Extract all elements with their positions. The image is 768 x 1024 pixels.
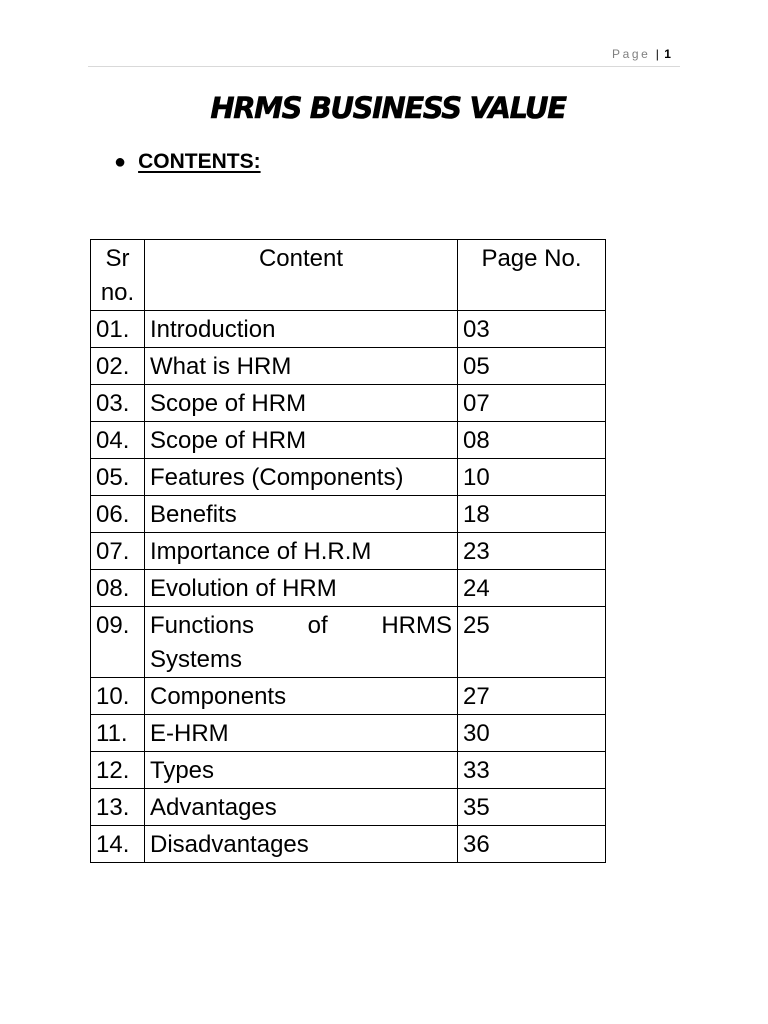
- row-sr-no: 05.: [91, 459, 145, 496]
- row-page-no: 10: [458, 459, 606, 496]
- row-page-no: 05: [458, 348, 606, 385]
- row-sr-no: 09.: [91, 607, 145, 678]
- table-row: [91, 496, 606, 533]
- row-content: What is HRM: [145, 348, 458, 385]
- table-row: [91, 607, 606, 678]
- row-sr-no: 14.: [91, 826, 145, 863]
- row-content: Components: [145, 678, 458, 715]
- header-content: Content: [145, 240, 458, 311]
- table-row: [91, 348, 606, 385]
- row-sr-no: 07.: [91, 533, 145, 570]
- row-sr-no: 08.: [91, 570, 145, 607]
- table-body: [91, 311, 606, 863]
- row-page-no: 08: [458, 422, 606, 459]
- row-sr-no: 13.: [91, 789, 145, 826]
- row-page-no: 24: [458, 570, 606, 607]
- row-sr-no: 12.: [91, 752, 145, 789]
- row-page-no: 36: [458, 826, 606, 863]
- row-page-no: 03: [458, 311, 606, 348]
- page-header: [612, 47, 671, 61]
- row-content: Scope of HRM: [145, 422, 458, 459]
- row-content: Features (Components): [145, 459, 458, 496]
- row-content: Types: [145, 752, 458, 789]
- row-page-no: 35: [458, 789, 606, 826]
- table-row: [91, 570, 606, 607]
- table-row: [91, 311, 606, 348]
- row-sr-no: 03.: [91, 385, 145, 422]
- table-row: [91, 678, 606, 715]
- table-row: [91, 422, 606, 459]
- row-sr-no: 11.: [91, 715, 145, 752]
- table-header-row: [91, 240, 606, 311]
- row-page-no: 33: [458, 752, 606, 789]
- table-row: [91, 789, 606, 826]
- row-sr-no: 04.: [91, 422, 145, 459]
- header-page-no: Page No.: [458, 240, 606, 311]
- row-content: Evolution of HRM: [145, 570, 458, 607]
- page-label: Page: [612, 47, 651, 61]
- row-content: E-HRM: [145, 715, 458, 752]
- page-number: 1: [664, 47, 671, 61]
- header-divider: [88, 66, 680, 67]
- bullet-icon: ●: [114, 150, 127, 173]
- row-page-no: 23: [458, 533, 606, 570]
- table-row: [91, 385, 606, 422]
- row-content: Functions of HRMS Systems: [145, 607, 458, 678]
- row-sr-no: 10.: [91, 678, 145, 715]
- row-sr-no: 06.: [91, 496, 145, 533]
- row-page-no: 25: [458, 607, 606, 678]
- row-content: Benefits: [145, 496, 458, 533]
- document-title: HRMS BUSINESS VALUE: [210, 91, 566, 125]
- table-row: [91, 715, 606, 752]
- page-separator: |: [655, 47, 659, 61]
- row-content: Advantages: [145, 789, 458, 826]
- table-row: [91, 826, 606, 863]
- row-sr-no: 01.: [91, 311, 145, 348]
- header-sr-no: Sr no.: [91, 240, 145, 311]
- row-sr-no: 02.: [91, 348, 145, 385]
- row-content: Introduction: [145, 311, 458, 348]
- contents-label: CONTENTS:: [138, 150, 261, 173]
- row-page-no: 07: [458, 385, 606, 422]
- contents-heading: [114, 150, 261, 174]
- row-content: Importance of H.R.M: [145, 533, 458, 570]
- row-page-no: 30: [458, 715, 606, 752]
- table-row: [91, 752, 606, 789]
- table-row: [91, 533, 606, 570]
- table-row: [91, 459, 606, 496]
- row-page-no: 27: [458, 678, 606, 715]
- row-content: Disadvantages: [145, 826, 458, 863]
- row-content: Scope of HRM: [145, 385, 458, 422]
- row-page-no: 18: [458, 496, 606, 533]
- contents-table: [90, 239, 606, 863]
